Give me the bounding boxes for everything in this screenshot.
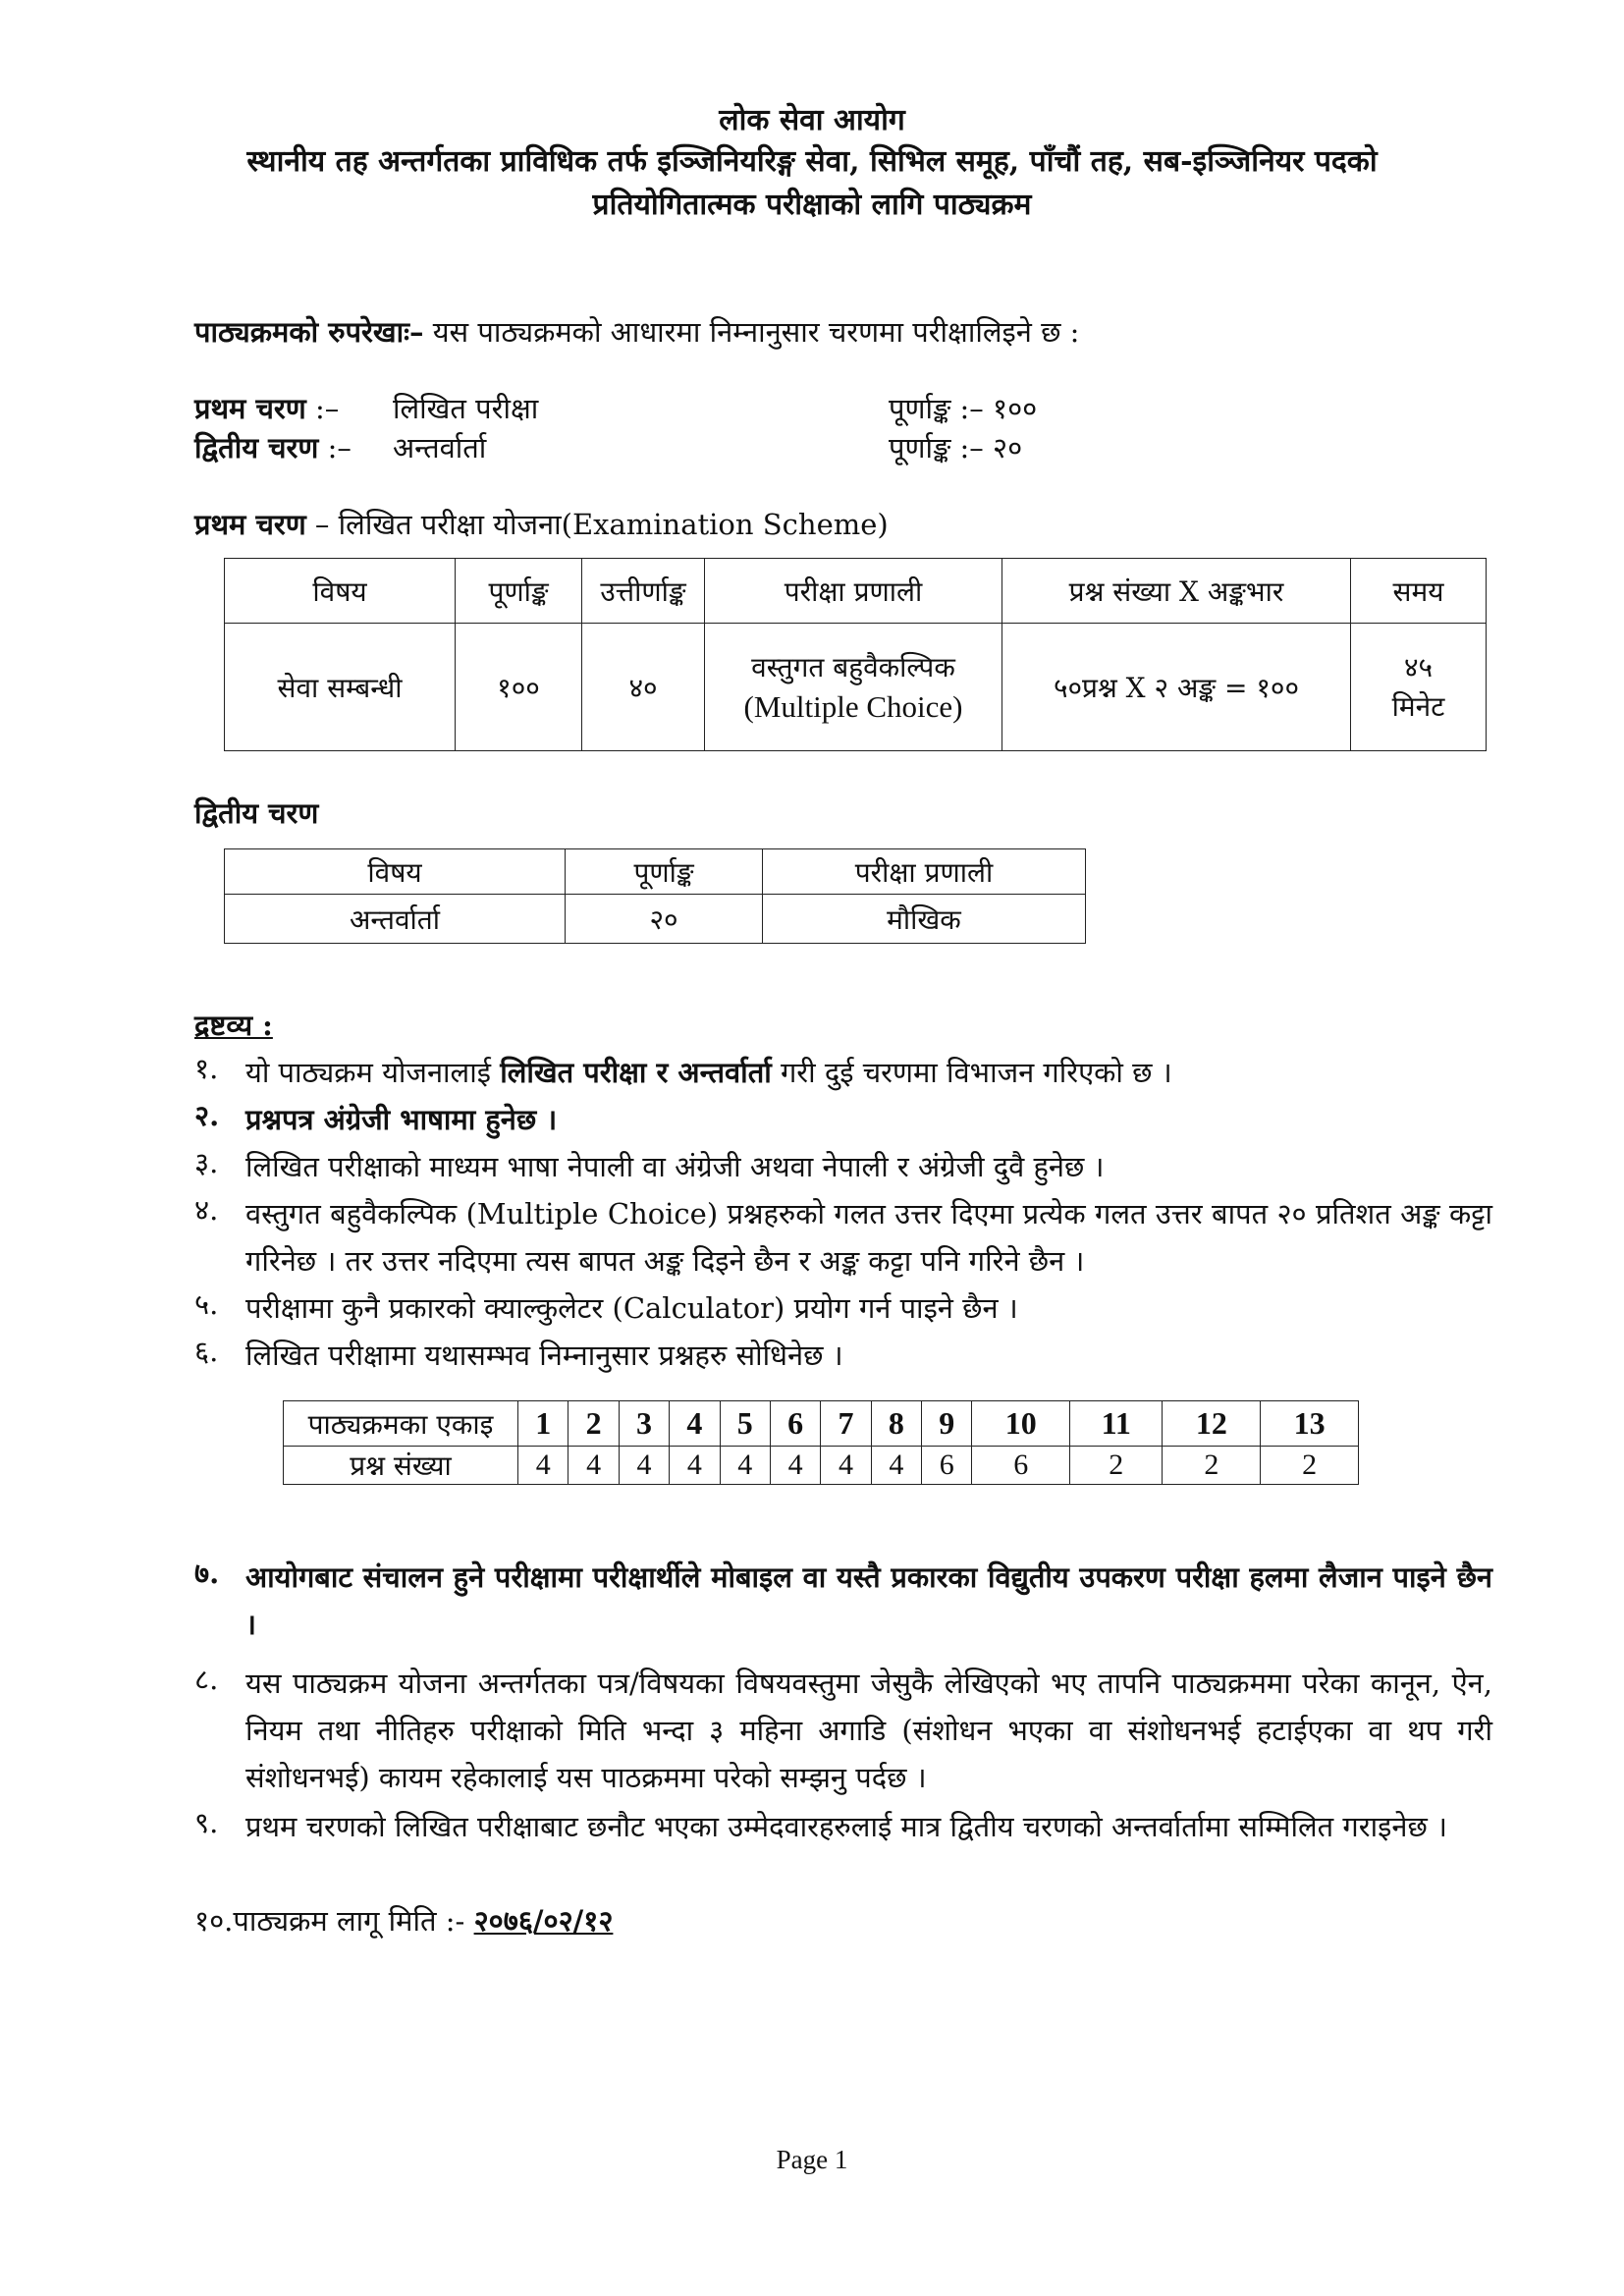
stage-1-title-text: – लिखित परीक्षा योजना(Examination Scheme) <box>305 508 889 541</box>
stage-1-marks: पूर्णाङ्क :– १०० <box>889 392 1038 425</box>
notes-title-text: द्रष्टव्य : <box>194 1009 273 1042</box>
count-cell: 2 <box>1070 1447 1163 1485</box>
stage-1-label: प्रथम चरण <box>194 392 306 425</box>
units-row-label: पाठ्यक्रमका एकाइ <box>284 1401 518 1447</box>
count-cell: 4 <box>871 1447 921 1485</box>
note-text-c: गरी दुई चरणमा विभाजन गरिएको छ । <box>771 1056 1172 1089</box>
cell-subject: अन्तर्वार्ता <box>225 895 566 944</box>
counts-row-label: प्रश्न संख्या <box>284 1447 518 1485</box>
note-8 <box>194 1660 1500 1801</box>
count-cell: 4 <box>720 1447 770 1485</box>
note-text: आयोगबाट संचालन हुने परीक्षामा परीक्षार्थीले मोबाइल वा यस्तै प्रकारका विद्युतीय उपकरण परीक्षा हलमा लैजान पाइने छैन । <box>245 1560 1492 1641</box>
note-number: ४. <box>194 1193 219 1227</box>
col-subject: विषय <box>225 849 566 895</box>
stage-1-title-label: प्रथम चरण <box>194 508 306 541</box>
stage-2-marks: पूर्णाङ्क :– २० <box>889 431 1023 465</box>
note-number: ८. <box>194 1663 219 1696</box>
outline-text: यस पाठ्यक्रमको आधारमा निम्नानुसार चरणमा परीक्षालिइने छ : <box>432 315 1080 349</box>
unit-cell: 11 <box>1070 1401 1163 1447</box>
count-cell: 4 <box>670 1447 720 1485</box>
note-number: ३. <box>194 1146 219 1179</box>
unit-cell: 9 <box>922 1401 972 1447</box>
note-number: ५. <box>194 1287 219 1321</box>
units-row <box>284 1401 1359 1447</box>
stage-1-title <box>194 505 889 543</box>
count-cell: 2 <box>1163 1447 1261 1485</box>
outline-label: पाठ्यक्रमको रुपरेखाः– <box>194 315 424 349</box>
count-cell: 4 <box>568 1447 619 1485</box>
count-cell: 6 <box>972 1447 1070 1485</box>
note-text: लिखित परीक्षाको माध्यम भाषा नेपाली वा अंग्रेजी अथवा नेपाली र अंग्रेजी दुवै हुनेछ । <box>245 1150 1105 1183</box>
unit-cell: 1 <box>518 1401 568 1447</box>
stage-2-title: द्वितीय चरण <box>194 796 319 830</box>
cell-exam-system <box>705 624 1002 751</box>
col-full-marks: पूर्णाङ्क <box>566 849 763 895</box>
cell-full-marks: २० <box>566 895 763 944</box>
unit-cell: 2 <box>568 1401 619 1447</box>
counts-row <box>284 1447 1359 1485</box>
note-2 <box>194 1096 1500 1143</box>
note-text: यस पाठ्यक्रम योजना अन्तर्गतका पत्र/विषयका विषयवस्तुमा जेसुकै लेखिएको भए तापनि पाठ्यक्रममा परेका कानून, ऐन, नियम तथा नीतिहरु परीक्षाको मिति भन्दा ३ महिना अगाडि (संशोधन भएका वा संशोधनभई हटाईएका वा थप गरी संशोधनभई) कायम रहेकालाई यस पाठक्रममा परेको सम्झनु पर्दछ । <box>245 1667 1492 1794</box>
unit-cell: 6 <box>770 1401 820 1447</box>
unit-cell: 8 <box>871 1401 921 1447</box>
col-time: समय <box>1351 559 1487 624</box>
note-number: १. <box>194 1052 219 1085</box>
col-subject: विषय <box>225 559 456 624</box>
unit-cell: 5 <box>720 1401 770 1447</box>
note-number: २. <box>194 1099 220 1132</box>
note-text: प्रथम चरणको लिखित परीक्षाबाट छनौट भएका उम्मेदवारहरुलाई मात्र द्वितीय चरणको अन्तर्वार्तामा सम्मिलित गराइनेछ । <box>245 1810 1447 1843</box>
doc-subtitle: स्थानीय तह अन्तर्गतका प्राविधिक तर्फ इञ्जिनियरिङ्ग सेवा, सिभिल समूह, पाँचौं तह, सब-इञ्जिनियर पदको <box>246 144 1378 179</box>
exam-system-line-2: (Multiple Choice) <box>743 688 963 724</box>
col-exam-system: परीक्षा प्रणाली <box>763 849 1086 895</box>
stage-2-name: अन्तर्वार्ता <box>393 431 487 465</box>
cell-time <box>1351 624 1487 751</box>
note-1 <box>194 1049 1500 1096</box>
cell-full-marks: १०० <box>456 624 582 751</box>
col-pass-marks: उत्तीर्णाङ्क <box>582 559 705 624</box>
count-cell: 2 <box>1261 1447 1359 1485</box>
count-cell: 4 <box>518 1447 568 1485</box>
note-text: वस्तुगत बहुवैकल्पिक (Multiple Choice) प्रश्नहरुको गलत उत्तर दिएमा प्रत्येक गलत उत्तर बापत २० प्रतिशत अङ्क कट्टा गरिनेछ । तर उत्तर नदिएमा त्यस बापत अङ्क दिइने छैन र अङ्क कट्टा पनि गरिने छैन । <box>245 1197 1492 1278</box>
unit-cell: 3 <box>619 1401 669 1447</box>
unit-question-table <box>283 1400 1359 1485</box>
notes-title <box>194 1006 273 1044</box>
page-number: Page 1 <box>776 2145 848 2174</box>
unit-cell: 7 <box>821 1401 871 1447</box>
note-text-bold: लिखित परीक्षा र अन्तर्वार्ता <box>500 1056 772 1089</box>
note-number: १०. <box>194 1904 234 1938</box>
interview-table <box>224 848 1086 944</box>
note-number: ७. <box>194 1557 220 1590</box>
count-cell: 4 <box>821 1447 871 1485</box>
doc-subtitle-2: प्रतियोगितात्मक परीक्षाको लागि पाठ्यक्रम <box>592 188 1032 222</box>
stage-1-sep: :– <box>314 392 340 425</box>
exam-system-line-1: वस्तुगत बहुवैकल्पिक <box>751 650 955 683</box>
doc-title: लोक सेवा आयोग <box>719 103 905 137</box>
note-text: पाठ्यक्रम लागू मिति :- <box>233 1904 474 1938</box>
count-cell: 4 <box>770 1447 820 1485</box>
note-number: ९. <box>194 1806 219 1839</box>
stage-1-name: लिखित परीक्षा <box>393 392 539 425</box>
note-text: प्रश्नपत्र अंग्रेजी भाषामा हुनेछ । <box>245 1103 558 1136</box>
count-cell: 4 <box>619 1447 669 1485</box>
count-cell: 6 <box>922 1447 972 1485</box>
cell-exam-system: मौखिक <box>763 895 1086 944</box>
col-exam-system: परीक्षा प्रणाली <box>705 559 1002 624</box>
unit-cell: 13 <box>1261 1401 1359 1447</box>
note-6 <box>194 1332 1500 1379</box>
note-text-a: यो पाठ्यक्रम योजनालाई <box>245 1056 501 1089</box>
stage-1-line <box>194 389 339 427</box>
unit-cell: 4 <box>670 1401 720 1447</box>
stage-2-line <box>194 428 352 466</box>
note-4 <box>194 1190 1500 1285</box>
note-9 <box>194 1803 1500 1897</box>
col-full-marks: पूर्णाङ्क <box>456 559 582 624</box>
stage-2-label: द्वितीय चरण <box>194 431 319 465</box>
cell-question-count: ५०प्रश्न X २ अङ्क = १०० <box>1002 624 1351 751</box>
table-header-row <box>225 559 1487 624</box>
note-text: लिखित परीक्षामा यथासम्भव निम्नानुसार प्रश्नहरु सोधिनेछ । <box>245 1339 843 1372</box>
time-line-1: ४५ <box>1403 650 1434 683</box>
cell-subject: सेवा सम्बन्धी <box>225 624 456 751</box>
table-row <box>225 895 1086 944</box>
exam-scheme-table <box>224 558 1487 751</box>
effective-date: २०७६/०२/१२ <box>473 1904 614 1938</box>
outline-line <box>194 312 1079 351</box>
cell-pass-marks: ४० <box>582 624 705 751</box>
table-row <box>225 624 1487 751</box>
table-header-row <box>225 849 1086 895</box>
col-question-count: प्रश्न संख्या X अङ्कभार <box>1002 559 1351 624</box>
unit-cell: 12 <box>1163 1401 1261 1447</box>
note-5 <box>194 1285 1500 1332</box>
note-text <box>245 1049 1492 1096</box>
note-10 <box>194 1897 1500 1944</box>
unit-cell: 10 <box>972 1401 1070 1447</box>
stage-2-sep: :– <box>327 431 352 465</box>
note-7 <box>194 1554 1500 1648</box>
note-number: ६. <box>194 1335 219 1368</box>
note-text: परीक्षामा कुनै प्रकारको क्याल्कुलेटर (Calculator) प्रयोग गर्न पाइने छैन । <box>245 1291 1018 1325</box>
note-3 <box>194 1143 1500 1190</box>
time-line-2: मिनेट <box>1391 689 1445 723</box>
